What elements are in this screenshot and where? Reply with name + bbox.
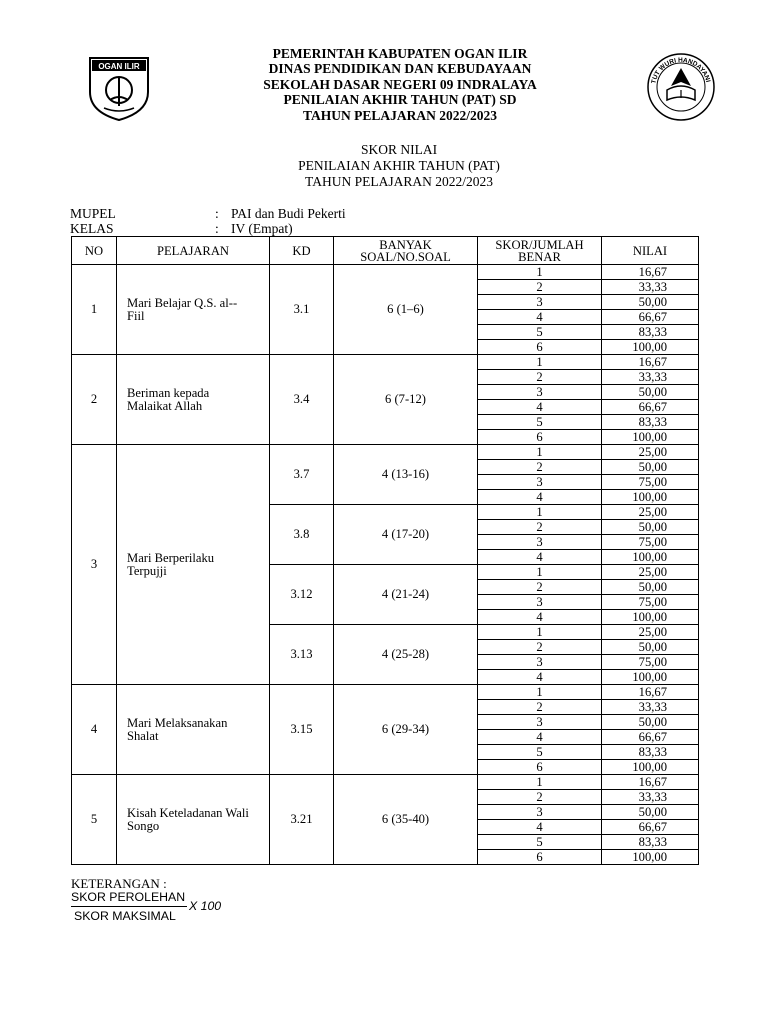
header-banyak-line1: BANYAK (379, 237, 432, 252)
skor-benar: 1 (478, 775, 602, 790)
lesson-name-line: Mari Melaksanakan (127, 715, 228, 730)
skor-benar: 1 (478, 685, 602, 700)
skor-benar: 1 (478, 445, 602, 460)
nilai-value: 100,00 (602, 610, 699, 625)
header-kd: KD (270, 237, 334, 265)
nilai-value: 16,67 (602, 355, 699, 370)
lesson-number: 5 (72, 775, 117, 865)
letterhead (170, 46, 630, 123)
tut-wuri-handayani-logo (645, 52, 717, 122)
document-titles (0, 142, 768, 191)
separator: : (215, 221, 219, 236)
skor-benar: 3 (478, 475, 602, 490)
kd-code: 3.21 (270, 775, 334, 865)
lesson-name-line: Beriman kepada (127, 385, 210, 400)
header-pelajaran: PELAJARAN (117, 237, 270, 265)
skor-benar: 3 (478, 535, 602, 550)
table-row (72, 775, 699, 790)
mupel-value: PAI dan Budi Pekerti (231, 206, 346, 221)
title-tahun: TAHUN PELAJARAN 2022/2023 (305, 174, 493, 190)
skor-benar: 1 (478, 265, 602, 280)
lesson-name (117, 445, 270, 685)
soal-range: 6 (1–6) (334, 265, 478, 355)
nilai-value: 25,00 (602, 505, 699, 520)
lesson-name (117, 775, 270, 865)
nilai-value: 100,00 (602, 760, 699, 775)
formula-denominator: SKOR MAKSIMAL (74, 909, 176, 923)
kelas-label: KELAS (70, 221, 114, 236)
header-nilai: NILAI (602, 237, 699, 265)
skor-benar: 3 (478, 595, 602, 610)
skor-benar: 6 (478, 430, 602, 445)
skor-benar: 2 (478, 580, 602, 595)
score-table-body (72, 265, 699, 865)
soal-range: 4 (25-28) (334, 625, 478, 685)
lesson-number: 3 (72, 445, 117, 685)
nilai-value: 50,00 (602, 580, 699, 595)
formula-numerator: SKOR PEROLEHAN (71, 890, 187, 907)
header-banyak-line2: SOAL/NO.SOAL (360, 249, 451, 264)
right-logo-text: TUT WURI HANDAYANI (650, 56, 712, 85)
nilai-value: 100,00 (602, 670, 699, 685)
lesson-name-line: Kisah Keteladanan Wali (127, 805, 249, 820)
table-header-row (72, 237, 699, 265)
skor-benar: 5 (478, 325, 602, 340)
nilai-value: 33,33 (602, 790, 699, 805)
skor-benar: 2 (478, 640, 602, 655)
nilai-value: 75,00 (602, 655, 699, 670)
nilai-value: 25,00 (602, 445, 699, 460)
kelas-value: IV (Empat) (231, 221, 293, 236)
score-table (71, 236, 699, 865)
skor-benar: 3 (478, 295, 602, 310)
nilai-value: 33,33 (602, 370, 699, 385)
lesson-name (117, 265, 270, 355)
nilai-value: 100,00 (602, 550, 699, 565)
soal-range: 6 (7-12) (334, 355, 478, 445)
letterhead-line: SEKOLAH DASAR NEGERI 09 INDRALAYA (263, 76, 537, 92)
skor-benar: 4 (478, 550, 602, 565)
skor-benar: 6 (478, 760, 602, 775)
nilai-value: 16,67 (602, 685, 699, 700)
skor-benar: 1 (478, 355, 602, 370)
lesson-name (117, 355, 270, 445)
nilai-value: 33,33 (602, 700, 699, 715)
skor-benar: 1 (478, 505, 602, 520)
nilai-value: 50,00 (602, 715, 699, 730)
title-skor-nilai: SKOR NILAI (360, 142, 438, 157)
table-row (72, 265, 699, 280)
formula-multiplier: X 100 (189, 899, 222, 913)
skor-benar: 5 (478, 415, 602, 430)
table-row (72, 355, 699, 370)
lesson-name-line: Fiil (127, 308, 145, 323)
letterhead-line: PENILAIAN AKHIR TAHUN (PAT) SD (283, 92, 517, 108)
skor-benar: 1 (478, 565, 602, 580)
header-skor-line1: SKOR/JUMLAH (495, 237, 584, 252)
skor-benar: 2 (478, 520, 602, 535)
skor-benar: 3 (478, 655, 602, 670)
skor-benar: 4 (478, 820, 602, 835)
skor-benar: 4 (478, 730, 602, 745)
kd-code: 3.15 (270, 685, 334, 775)
skor-benar: 4 (478, 610, 602, 625)
lesson-name-line: Mari Belajar Q.S. al-- (127, 295, 238, 310)
left-logo-text: OGAN ILIR (98, 62, 140, 71)
nilai-value: 66,67 (602, 310, 699, 325)
letterhead-line: PEMERINTAH KABUPATEN OGAN ILIR (272, 46, 528, 61)
lesson-number: 4 (72, 685, 117, 775)
nilai-value: 50,00 (602, 385, 699, 400)
lesson-name (117, 685, 270, 775)
nilai-value: 83,33 (602, 745, 699, 760)
table-row (72, 445, 699, 460)
nilai-value: 50,00 (602, 460, 699, 475)
nilai-value: 83,33 (602, 835, 699, 850)
nilai-value: 66,67 (602, 400, 699, 415)
header-no: NO (72, 237, 117, 265)
nilai-value: 100,00 (602, 490, 699, 505)
lesson-number: 2 (72, 355, 117, 445)
skor-benar: 4 (478, 670, 602, 685)
nilai-value: 83,33 (602, 325, 699, 340)
soal-range: 6 (29-34) (334, 685, 478, 775)
skor-benar: 1 (478, 625, 602, 640)
skor-benar: 2 (478, 460, 602, 475)
soal-range: 4 (17-20) (334, 505, 478, 565)
mupel-label: MUPEL (70, 206, 116, 221)
skor-benar: 2 (478, 280, 602, 295)
skor-benar: 3 (478, 385, 602, 400)
nilai-value: 66,67 (602, 730, 699, 745)
skor-benar: 5 (478, 835, 602, 850)
nilai-value: 50,00 (602, 520, 699, 535)
subject-info (70, 206, 346, 236)
nilai-value: 33,33 (602, 280, 699, 295)
lesson-name-line: Malaikat Allah (127, 398, 203, 413)
nilai-value: 50,00 (602, 295, 699, 310)
soal-range: 4 (13-16) (334, 445, 478, 505)
kd-code: 3.7 (270, 445, 334, 505)
kd-code: 3.13 (270, 625, 334, 685)
keterangan-label: KETERANGAN : (71, 876, 167, 891)
table-row (72, 685, 699, 700)
kd-code: 3.8 (270, 505, 334, 565)
nilai-value: 25,00 (602, 565, 699, 580)
nilai-value: 16,67 (602, 775, 699, 790)
nilai-value: 66,67 (602, 820, 699, 835)
nilai-value: 16,67 (602, 265, 699, 280)
skor-benar: 6 (478, 340, 602, 355)
letterhead-line: TAHUN PELAJARAN 2022/2023 (302, 107, 497, 123)
header-banyak-soal (334, 237, 478, 265)
ogan-ilir-logo (86, 52, 152, 122)
nilai-value: 100,00 (602, 850, 699, 865)
header-skor-line2: BENAR (518, 249, 561, 264)
nilai-value: 100,00 (602, 340, 699, 355)
skor-benar: 6 (478, 850, 602, 865)
skor-benar: 3 (478, 715, 602, 730)
nilai-value: 75,00 (602, 475, 699, 490)
skor-benar: 4 (478, 400, 602, 415)
skor-benar: 4 (478, 310, 602, 325)
skor-benar: 5 (478, 745, 602, 760)
lesson-name-line: Mari Berperilaku (127, 550, 215, 565)
lesson-name-line: Songo (127, 818, 160, 833)
separator: : (215, 206, 219, 221)
skor-benar: 2 (478, 700, 602, 715)
kd-code: 3.4 (270, 355, 334, 445)
lesson-name-line: Shalat (127, 728, 159, 743)
nilai-value: 75,00 (602, 595, 699, 610)
nilai-value: 100,00 (602, 430, 699, 445)
title-pat: PENILAIAN AKHIR TAHUN (PAT) (298, 158, 500, 174)
skor-benar: 2 (478, 370, 602, 385)
soal-range: 6 (35-40) (334, 775, 478, 865)
nilai-value: 25,00 (602, 625, 699, 640)
skor-benar: 4 (478, 490, 602, 505)
header-skor (478, 237, 602, 265)
kd-code: 3.1 (270, 265, 334, 355)
kd-code: 3.12 (270, 565, 334, 625)
skor-benar: 3 (478, 805, 602, 820)
soal-range: 4 (21-24) (334, 565, 478, 625)
nilai-value: 50,00 (602, 805, 699, 820)
nilai-value: 75,00 (602, 535, 699, 550)
lesson-number: 1 (72, 265, 117, 355)
skor-benar: 2 (478, 790, 602, 805)
nilai-value: 83,33 (602, 415, 699, 430)
letterhead-line: DINAS PENDIDIKAN DAN KEBUDAYAAN (268, 61, 532, 77)
nilai-value: 50,00 (602, 640, 699, 655)
lesson-name-line: Terpujji (127, 563, 167, 578)
